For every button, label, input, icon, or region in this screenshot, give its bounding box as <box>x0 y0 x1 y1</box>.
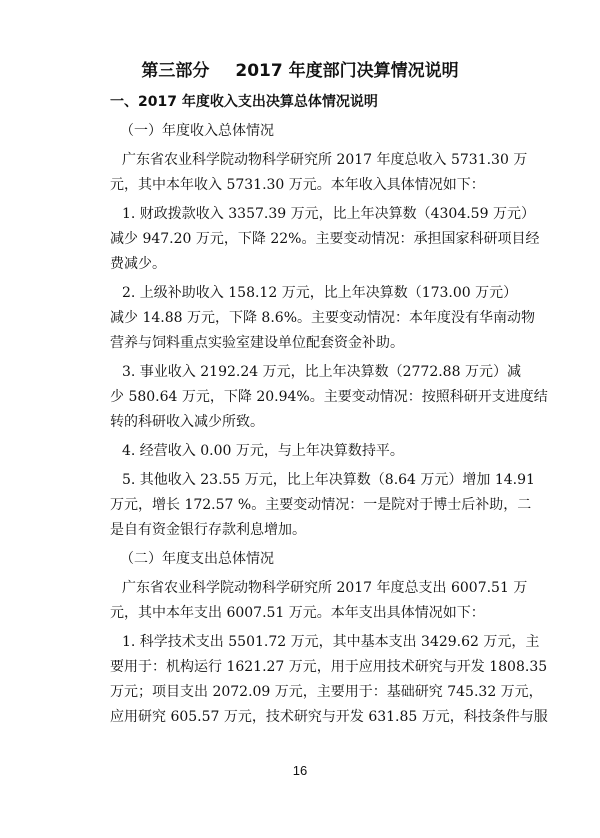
income-item-1-line: 费减少。 <box>110 256 166 272</box>
income-item-4-line: 4. 经营收入 0.00 万元，与上年决算数持平。 <box>122 443 404 459</box>
expense-intro-line: 元，其中本年支出 6007.51 万元。本年支出具体情况如下： <box>110 605 485 621</box>
income-item-3-line: 转的科研收入减少所致。 <box>110 414 264 430</box>
income-item-2-line: 减少 14.88 万元，下降 8.6%。主要变动情况：本年度没有华南动物 <box>110 310 535 326</box>
expense-item-1-line: 万元；项目支出 2072.09 万元，主要用于：基础研究 745.32 万元， <box>110 684 543 700</box>
expense-item-1-line: 1. 科学技术支出 5501.72 万元，其中基本支出 3429.62 万元，主 <box>122 634 540 650</box>
subsection-heading-expense: （二）年度支出总体情况 <box>120 551 274 567</box>
income-item-5-line: 是自有资金银行存款利息增加。 <box>110 522 306 538</box>
subsection-heading-income: （一）年度收入总体情况 <box>120 123 274 139</box>
expense-item-1-line: 应用研究 605.57 万元，技术研究与开发 631.85 万元，科技条件与服 <box>110 709 548 725</box>
income-intro-line: 广东省农业科学院动物科学研究所 2017 年度总收入 5731.30 万 <box>122 152 528 168</box>
income-item-1-line: 1. 财政拨款收入 3357.39 万元，比上年决算数（4304.59 万元） <box>122 206 535 222</box>
income-item-5-line: 5. 其他收入 23.55 万元，比上年决算数（8.64 万元）增加 14.91 <box>122 472 535 488</box>
income-item-3-line: 3. 事业收入 2192.24 万元，比上年决算数（2772.88 万元）减 <box>122 364 521 380</box>
page-number: 16 <box>292 763 308 778</box>
income-item-2-line: 营养与饲料重点实验室建设单位配套资金补助。 <box>110 335 404 351</box>
income-item-1-line: 减少 947.20 万元，下降 22%。主要变动情况：承担国家科研项目经 <box>110 231 540 247</box>
expense-item-1-line: 要用于：机构运行 1621.27 万元，用于应用技术研究与开发 1808.35 <box>110 659 548 675</box>
page-title <box>0 60 600 82</box>
title-main-label: 2017 年度部门决算情况说明 <box>235 61 459 81</box>
income-item-3-line: 少 580.64 万元，下降 20.94%。主要变动情况：按照科研开支进度结 <box>110 389 548 405</box>
title-part-label: 第三部分 <box>141 61 210 81</box>
income-intro-line: 元，其中本年收入 5731.30 万元。本年收入具体情况如下： <box>110 177 485 193</box>
expense-intro-line: 广东省农业科学院动物科学研究所 2017 年度总支出 6007.51 万 <box>122 580 528 596</box>
section-heading: 一、2017 年度收入支出决算总体情况说明 <box>110 94 378 110</box>
income-item-5-line: 万元，增长 172.57 %。主要变动情况：一是院对于博士后补助，二 <box>110 497 532 513</box>
income-item-2-line: 2. 上级补助收入 158.12 万元，比上年决算数（173.00 万元） <box>122 285 518 301</box>
